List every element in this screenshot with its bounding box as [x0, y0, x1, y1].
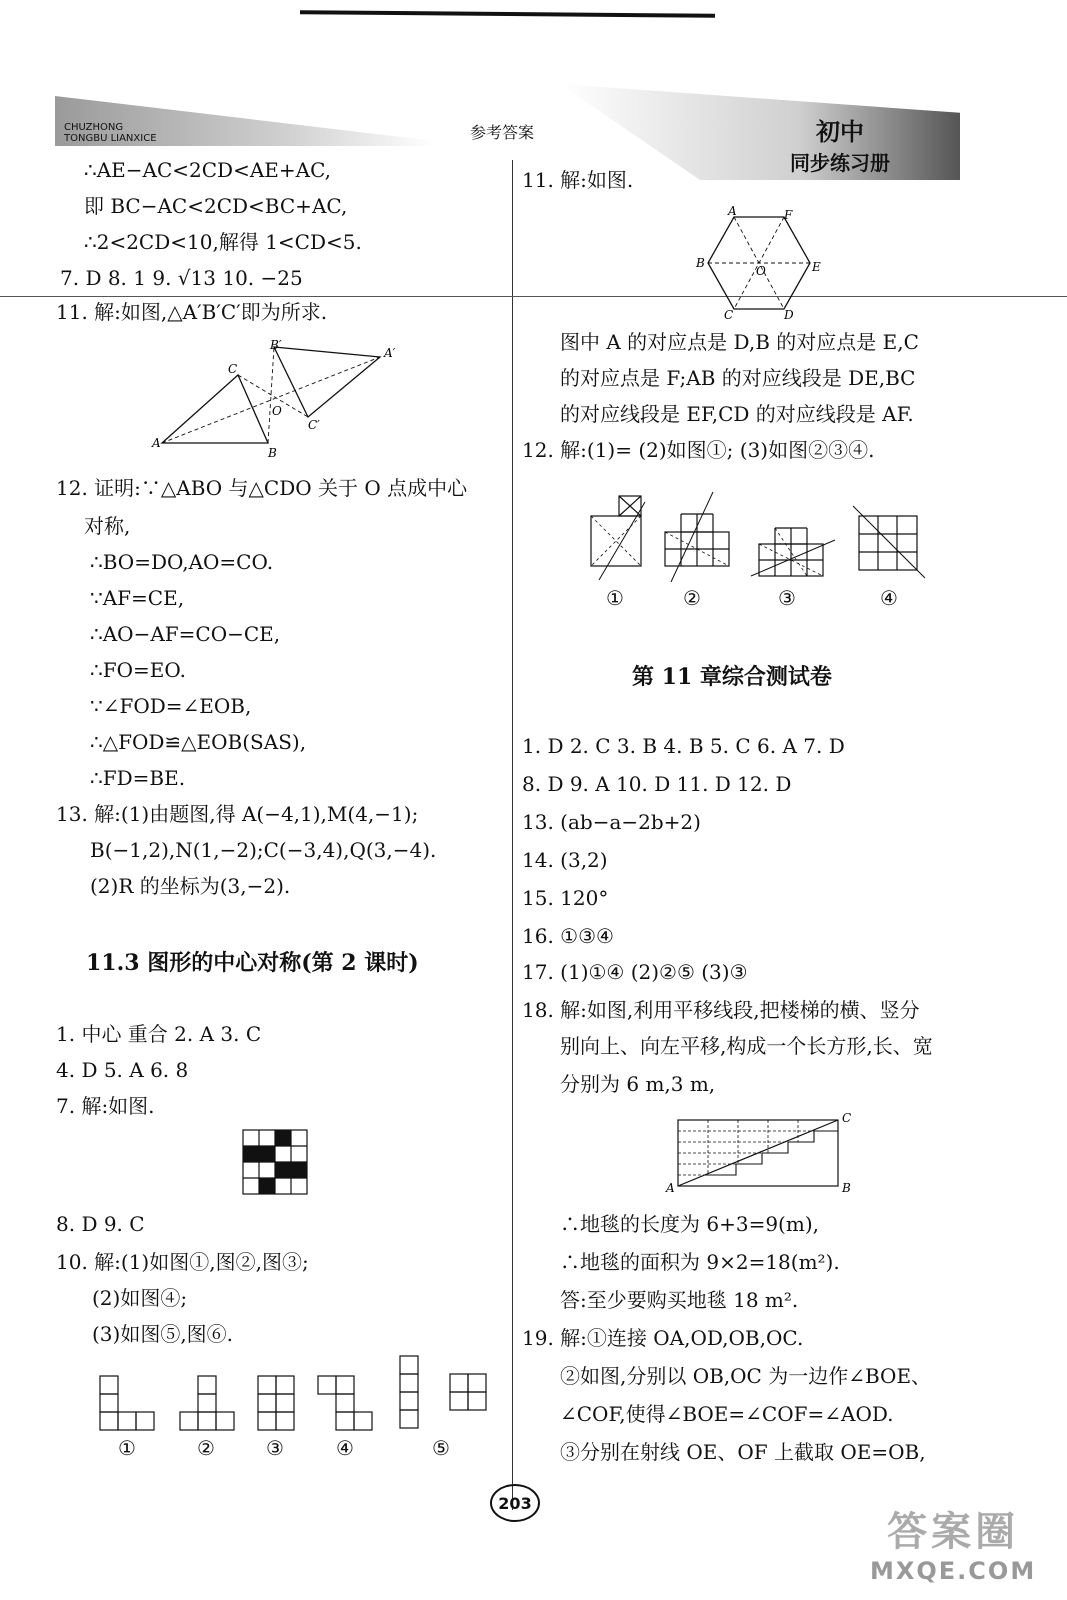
- r-q19-3: ∠COF,使得∠BOE=∠COF=∠AOD.: [560, 1402, 894, 1426]
- fig12-label-3: ③: [778, 586, 796, 610]
- r-q11-intro: 11. 解:如图.: [522, 168, 634, 192]
- sec-answer-7: (3)如图⑤,图⑥.: [92, 1322, 234, 1346]
- stairs-figure: [664, 1108, 864, 1198]
- watermark-url: MXQE.COM: [870, 1557, 1037, 1585]
- hex-label-o: O: [756, 264, 766, 278]
- fig12-label-4: ④: [880, 586, 898, 610]
- fig11-label-b-prime: B′: [270, 338, 282, 352]
- r-q19-1: 19. 解:①连接 OA,OD,OB,OC.: [522, 1326, 804, 1350]
- hex-label-d: D: [784, 308, 794, 322]
- logo-line1: CHUZHONG: [64, 122, 124, 133]
- logo-line2: TONGBU LIANXICE: [64, 133, 157, 144]
- watermark-text: 答案圈: [887, 1509, 1020, 1555]
- fig10-label-2: ②: [197, 1436, 215, 1460]
- fig12-grids: [585, 492, 925, 588]
- fig7-grid: [243, 1130, 309, 1196]
- hex-label-a: A: [728, 204, 737, 218]
- fig11-label-a-prime: A′: [384, 346, 396, 360]
- stairs-label-b: B: [842, 1181, 851, 1195]
- q13-line-1: 13. 解:(1)由题图,得 A(−4,1),M(4,−1);: [56, 802, 419, 826]
- page-number: 203: [498, 1493, 532, 1513]
- q13-line-3: (2)R 的坐标为(3,−2).: [90, 874, 291, 898]
- page-number-badge: [490, 1484, 540, 1522]
- r-answer-9: 别向上、向左平移,构成一个长方形,长、宽: [560, 1034, 933, 1058]
- fig11-label-o: O: [272, 404, 282, 418]
- r-q11-text-3: 的对应线段是 EF,CD 的对应线段是 AF.: [560, 402, 914, 426]
- q12-line-1: 12. 证明:∵△ABO 与△CDO 关于 O 点成中心: [56, 476, 468, 500]
- left-line-5: 11. 解:如图,△A′B′C′即为所求.: [56, 300, 328, 324]
- fig12-label-1: ①: [606, 586, 624, 610]
- header-title: 参考答案: [470, 123, 535, 142]
- r-answer-7: 17. (1)①④ (2)②⑤ (3)③: [522, 960, 748, 984]
- fold-line: [0, 296, 1067, 297]
- r-answer-2: 8. D 9. A 10. D 11. D 12. D: [522, 772, 792, 796]
- hex-label-b: B: [696, 256, 705, 270]
- sec-answer-5: 10. 解:(1)如图①,图②,图③;: [56, 1250, 309, 1274]
- fig11-label-c: C: [228, 362, 238, 376]
- r-answer-6: 16. ①③④: [522, 924, 614, 948]
- section-title-11-3: 11.3 图形的中心对称(第 2 课时): [86, 950, 419, 976]
- fig10-label-5: ⑤: [432, 1436, 450, 1460]
- r-q11-text-1: 图中 A 的对应点是 D,B 的对应点是 E,C: [560, 330, 919, 354]
- left-line-3: ∴2<2CD<10,解得 1<CD<5.: [84, 230, 362, 254]
- sec-answer-1: 1. 中心 重合 2. A 3. C: [56, 1022, 262, 1046]
- fig11-label-a: A: [152, 436, 161, 450]
- header-logo-right: [790, 112, 890, 176]
- r-q11-text-2: 的对应点是 F;AB 的对应线段是 DE,BC: [560, 366, 916, 390]
- r-q19-4: ③分别在射线 OE、OF 上截取 OE=OB,: [560, 1440, 926, 1464]
- q12-line-2: 对称,: [84, 514, 131, 538]
- r-answer-1: 1. D 2. C 3. B 4. B 5. C 6. A 7. D: [522, 734, 845, 758]
- stairs-label-c: C: [842, 1111, 852, 1125]
- r-q18-after-1: ∴地毯的长度为 6+3=9(m),: [560, 1212, 819, 1236]
- q13-line-2: B(−1,2),N(1,−2);C(−3,4),Q(3,−4).: [90, 838, 437, 862]
- r-q18-after-3: 答:至少要购买地毯 18 m².: [560, 1288, 799, 1312]
- header-logo-left: [64, 122, 157, 144]
- q12-line-5: ∴AO−AF=CO−CE,: [90, 622, 281, 646]
- r-answer-4: 14. (3,2): [522, 848, 608, 872]
- r-answer-10: 分别为 6 m,3 m,: [560, 1072, 716, 1096]
- fig10-label-3: ③: [266, 1436, 284, 1460]
- watermark: [870, 1500, 1036, 1585]
- section-title-ch11: 第 11 章综合测试卷: [632, 664, 832, 690]
- logo-right-line2: 同步练习册: [790, 151, 890, 175]
- left-line-2: 即 BC−AC<2CD<BC+AC,: [84, 194, 348, 218]
- fig12-label-2: ②: [683, 586, 701, 610]
- hexagon-figure: [690, 205, 830, 320]
- stairs-label-a: A: [666, 1181, 675, 1195]
- r-q19-2: ②如图,分别以 OB,OC 为一边作∠BOE、: [560, 1364, 932, 1388]
- top-rule: [300, 10, 715, 18]
- hex-label-e: E: [812, 260, 821, 274]
- sec-answer-6: (2)如图④;: [92, 1286, 188, 1310]
- r-q12: 12. 解:(1)= (2)如图①; (3)如图②③④.: [522, 438, 875, 462]
- fig10-label-1: ①: [118, 1436, 136, 1460]
- q12-line-4: ∵AF=CE,: [90, 586, 185, 610]
- q12-line-3: ∴BO=DO,AO=CO.: [90, 550, 274, 574]
- fig11-label-c-prime: C′: [308, 418, 320, 432]
- fig10-label-4: ④: [336, 1436, 354, 1460]
- fig10-shapes: [96, 1352, 496, 1432]
- sec-answer-2: 4. D 5. A 6. 8: [56, 1058, 189, 1082]
- q12-line-9: ∴FD=BE.: [90, 766, 186, 790]
- hex-label-f: F: [784, 208, 793, 222]
- r-answer-8: 18. 解:如图,利用平移线段,把楼梯的横、竖分: [522, 998, 920, 1022]
- fig11-triangles: [150, 335, 410, 460]
- r-q18-after-2: ∴地毯的面积为 9×2=18(m²).: [560, 1250, 840, 1274]
- q12-line-8: ∴△FOD≌△EOB(SAS),: [90, 730, 307, 754]
- header-band-right: [560, 84, 960, 180]
- hex-label-c: C: [724, 308, 734, 322]
- q12-line-7: ∵∠FOD=∠EOB,: [90, 694, 252, 718]
- left-line-4: 7. D 8. 1 9. √13 10. −25: [60, 266, 303, 290]
- logo-right-line1: 初中: [816, 118, 864, 146]
- r-answer-3: 13. (ab−a−2b+2): [522, 810, 701, 834]
- fig11-label-b: B: [268, 446, 277, 460]
- sec-answer-4: 8. D 9. C: [56, 1212, 145, 1236]
- sec-answer-3: 7. 解:如图.: [56, 1094, 155, 1118]
- q12-line-6: ∴FO=EO.: [90, 658, 186, 682]
- left-line-1: ∴AE−AC<2CD<AE+AC,: [84, 158, 332, 182]
- r-answer-5: 15. 120°: [522, 886, 609, 910]
- column-divider: [512, 160, 513, 1510]
